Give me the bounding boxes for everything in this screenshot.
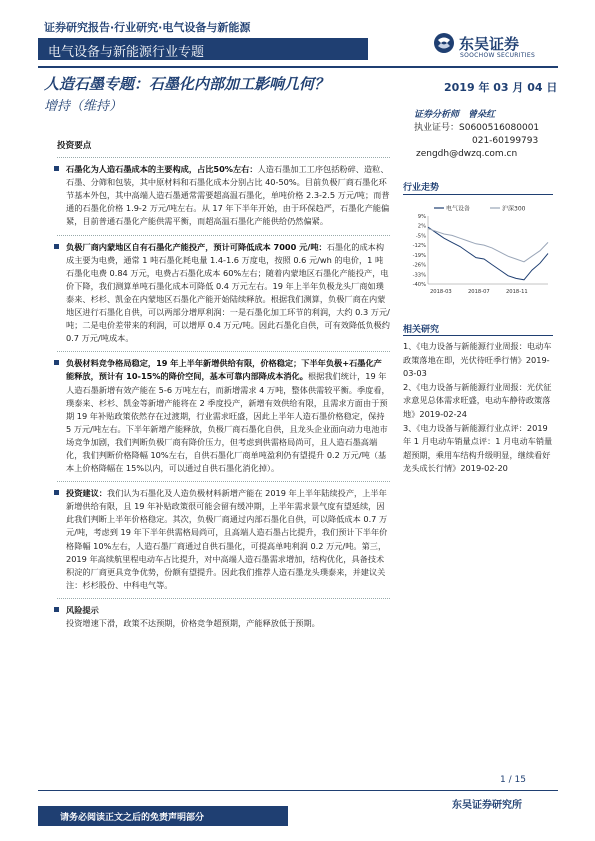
related-research-item[interactable]: 1、《电力设备与新能源行业周报：电动车政策落地在即，光伏待旺季行情》2019-03-03	[403, 341, 552, 379]
legend-label: 电气设备	[446, 205, 471, 213]
analyst-cert: 执业证号：S0600516080001	[414, 123, 540, 133]
divider	[57, 351, 390, 352]
x-tick-label: 2018-11	[506, 289, 528, 295]
x-tick-label: 2018-03	[430, 289, 452, 295]
report-title: 人造石墨专题：石墨化内部加工影响几何？	[44, 75, 330, 93]
analyst-name: 证券分析师 曾朵红	[414, 110, 496, 120]
key-point-text: 根据我们统计，19 年人造石墨新增有效产能在 5-6 万吨左右，而新增需求 4 万吨，整体供需较平衡。季度看，璞泰来、杉杉、凯金等新增产能将在 2 季度投产，新增有效供给有限，且需求方面由于预期 19 年补贴政策依然存在过渡期，行业需求旺盛，因此上半年人造石墨价格稳定，保持 5 万元/吨左右。下半年新增产能释放，负极厂商石墨化自供，且龙头企业面向动力电池市场竞争加剧，我们判断负极厂商有降价压力，但考虑到供需格局尚可，且人造石墨高端化，我们判断价格降幅 10%左右，自供石墨化厂商单吨盈利仍有望提升 0.2 万元/吨（基本上价格降幅在 15%以内，可以通过自供石墨化消化掉）。	[66, 371, 390, 474]
logo-mark-icon	[433, 32, 455, 54]
trend-heading: 行业走势	[403, 183, 440, 193]
y-tick-label: -19%	[412, 252, 426, 259]
key-point-lead: 投资建议：	[66, 488, 107, 499]
related-rule	[403, 335, 553, 336]
key-point-text: 我们认为石墨化及人造负极材料新增产能在 2019 年上半年陆续投产，上半年新增供给有限，且 19 年补贴政策很可能会留有缓冲期，上半年需求景气度有望延续，因此我们判断上半年价格稳定。其次，负极厂商通过内部石墨化自供，可以降低成本 0.7 万元/吨，考虑到 19 年下半年供需格局尚可，且高端人造石墨占比提升，我们预计下半年价格降幅 10%左右，人造石墨厂商通过自供石墨化，可提高单吨利润 0.2 万元/吨。第三，2019 年高续航里程电动车占比提升，对中高端人造石墨需求增加，结构优化，具备技术积淀的厂商更具竞争优势，份额有望提升。因此我们推荐人造石墨龙头璞泰来，并建议关注：杉杉股份、中科电气等。	[66, 488, 388, 590]
y-tick-label: -5%	[415, 233, 426, 240]
series-line	[428, 229, 548, 262]
industry-banner: 电气设备与新能源行业专题	[38, 38, 368, 60]
y-tick-label: -33%	[412, 272, 426, 279]
analyst-email[interactable]: zengdh@dwzq.com.cn	[416, 149, 518, 159]
company-logo	[433, 32, 553, 62]
key-point	[57, 357, 390, 475]
divider	[57, 235, 390, 236]
industry-trend-chart	[404, 202, 554, 297]
related-research-item[interactable]: 2、《电力设备与新能源行业周报：光伏征求意见总体需求旺盛，电动车静待政策落地》2019-02-24	[403, 381, 552, 419]
risk-heading: 风险提示	[57, 604, 390, 617]
report-category: 证券研究报告·行业研究·电气设备与新能源	[44, 21, 251, 34]
analyst-phone: 021-60199793	[472, 136, 539, 146]
series-line	[428, 227, 548, 280]
related-heading: 相关研究	[403, 325, 440, 335]
key-point-lead: 负极材料竞争格局稳定，19 年上半年新增供给有限，价格稳定；下半年负极+石墨化产能释放，预计有 10-15%的降价空间，基本可靠内部降成本消化。	[66, 358, 382, 382]
divider	[57, 598, 390, 599]
risk-text: 投资增速下滑，政策不达预期，价格竞争超预期，产能释放低于预期。	[66, 618, 320, 628]
related-research-list	[403, 340, 553, 476]
key-point-lead: 石墨化为人造石墨成本的主要构成，占比50%左右：	[66, 164, 258, 175]
y-tick-label: -12%	[412, 243, 426, 250]
trend-rule	[403, 194, 553, 195]
divider	[57, 481, 390, 482]
summary-heading: 投资要点	[57, 141, 92, 151]
key-point-text: 石墨化的成本构成主要为电费，通常 1 吨石墨化耗电量 1.4-1.6 万度电，按照 0.6 元/wh 的电价，1 吨石墨化电费 0.84 万元，电费占石墨化成本 60%左右；随着内蒙地区石墨化产能投产，电价下降，我们测算单吨石墨化成本可降低 0.4 万元左右。19 年上半年负极龙头厂商如璞泰来、杉杉、凯金在内蒙地区石墨化产能开始陆续释放。根据我们测算，负极厂商在内蒙地区进行石墨化自供，可以两部分增厚利润：一是石墨化加工环节的利润，大约 0.3 万元/吨；二是电价差带来的利润，可以增厚 0.4 万元/吨。因此石墨化自供，可有效降低负极约 0.7 万元/吨成本。	[66, 241, 390, 344]
key-point	[57, 163, 390, 228]
y-tick-label: 9%	[417, 214, 426, 220]
disclaimer-banner[interactable]: 请务必阅读正文之后的免责声明部分	[38, 806, 288, 826]
header-rule	[38, 66, 558, 68]
page-number: 1 / 15	[500, 775, 526, 785]
summary-body	[57, 140, 390, 630]
report-date: 2019 年 03 月 04 日	[444, 81, 558, 94]
analyst-block	[414, 109, 564, 161]
key-point-lead: 负极厂商内蒙地区自有石墨化产能投产，预计可降低成本 7000 元/吨：	[66, 241, 327, 252]
key-point	[57, 487, 390, 592]
y-tick-label: 2%	[417, 223, 426, 230]
x-tick-label: 2018-07	[468, 289, 490, 295]
key-point-text: 人造石墨加工工序包括粉碎、造粒、石墨、分筛和包装，其中原材料和石墨化成本分别占比 40-50%。目前负极厂商石墨化环节基本外包，其中高端人造石墨通常需要超高温石墨化，单吨价格 2.3-2.5 万元/吨；而普通的石墨化价格 1.9-2 万元/吨左右。从 17 年下半年开始，由于环保趋严，石墨化产能偏紧，目前普通石墨化产能供需平衡，而超高温石墨化产能供给仍然偏紧。	[66, 164, 390, 227]
y-tick-label: -40%	[412, 282, 426, 288]
y-tick-label: -26%	[412, 262, 426, 269]
research-institute: 东吴证券研究所	[452, 800, 522, 811]
legend-label: 沪深300	[502, 205, 526, 213]
logo-text-cn: 东吴证券	[459, 35, 520, 53]
report-rating: 增持（维持）	[44, 99, 123, 114]
logo-text-en: SOOCHOW SECURITIES	[460, 52, 536, 59]
footer-rule	[38, 790, 558, 791]
related-research-item[interactable]: 3、《电力设备与新能源行业点评：2019 年 1 月电动车销量点评：1 月电动车销量超预期，乘用车结构升级明显，继续看好龙头成长行情》2019-02-20	[403, 422, 553, 474]
divider	[57, 157, 390, 158]
key-point	[57, 241, 390, 346]
